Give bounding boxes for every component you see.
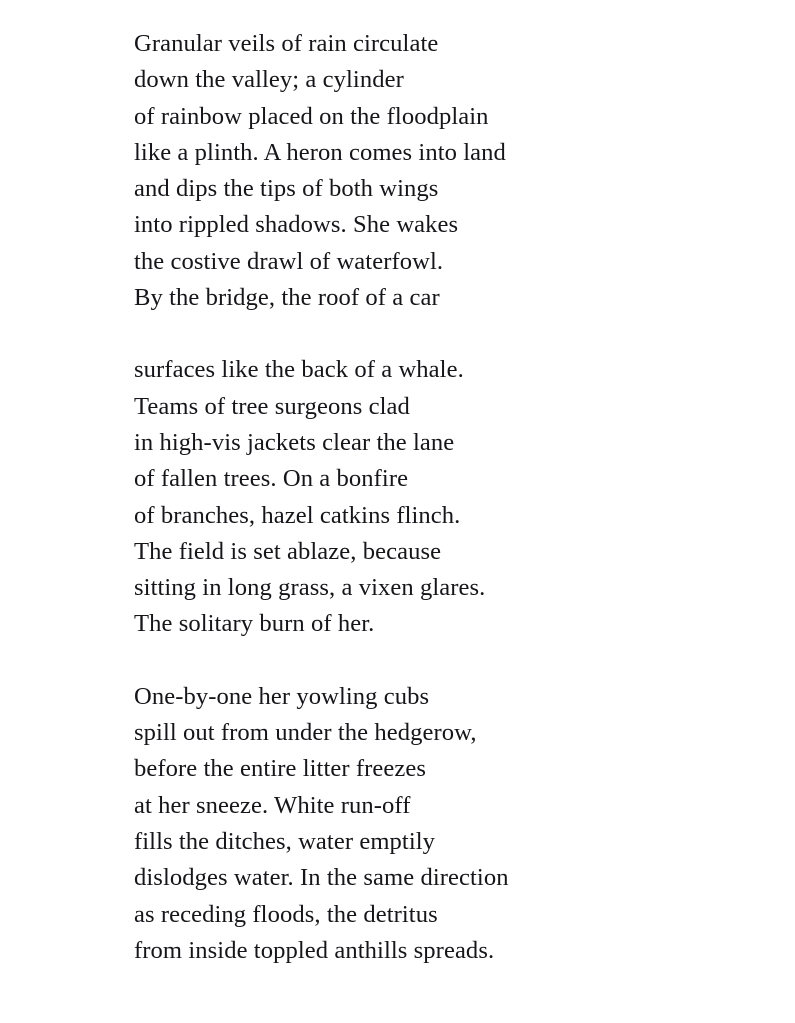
poem-line: down the valley; a cylinder	[134, 66, 404, 94]
poem-line: before the entire litter freezes	[134, 755, 427, 783]
poem-line: Teams of tree surgeons clad	[134, 392, 410, 420]
poem-line: the costive drawl of waterfowl.	[134, 247, 444, 275]
poem-line: of rainbow placed on the floodplain	[134, 102, 489, 130]
poem-line: dislodges water. In the same direction	[134, 864, 509, 892]
poem-line: surfaces like the back of a whale.	[134, 356, 464, 384]
poem-line: By the bridge, the roof of a car	[134, 284, 440, 312]
poem-line: sitting in long grass, a vixen glares.	[134, 574, 486, 602]
poem-line: fills the ditches, water emptily	[134, 827, 436, 855]
poem-line: Granular veils of rain circulate	[134, 30, 439, 57]
poem-line: spill out from under the hedgerow,	[134, 719, 477, 747]
poem-line: in high-vis jackets clear the lane	[134, 428, 455, 456]
poem-line: of branches, hazel catkins flinch.	[134, 501, 461, 529]
poem-line: The solitary burn of her.	[134, 610, 375, 638]
poem-line: of fallen trees. On a bonfire	[134, 465, 409, 493]
poem-body	[134, 26, 694, 969]
poem-line: as receding floods, the detritus	[134, 900, 438, 928]
poem-line: at her sneeze. White run-off	[134, 791, 411, 819]
poem-line: The field is set ablaze, because	[134, 537, 442, 565]
poem-line: One-by-one her yowling cubs	[134, 682, 430, 710]
stanza	[134, 679, 694, 969]
poem-line: and dips the tips of both wings	[134, 175, 439, 203]
stanza	[134, 352, 694, 642]
poem-line: into rippled shadows. She wakes	[134, 211, 459, 239]
poem-line: like a plinth. A heron comes into land	[134, 138, 506, 166]
stanza	[134, 26, 694, 316]
poem-line: from inside toppled anthills spreads.	[134, 936, 495, 964]
